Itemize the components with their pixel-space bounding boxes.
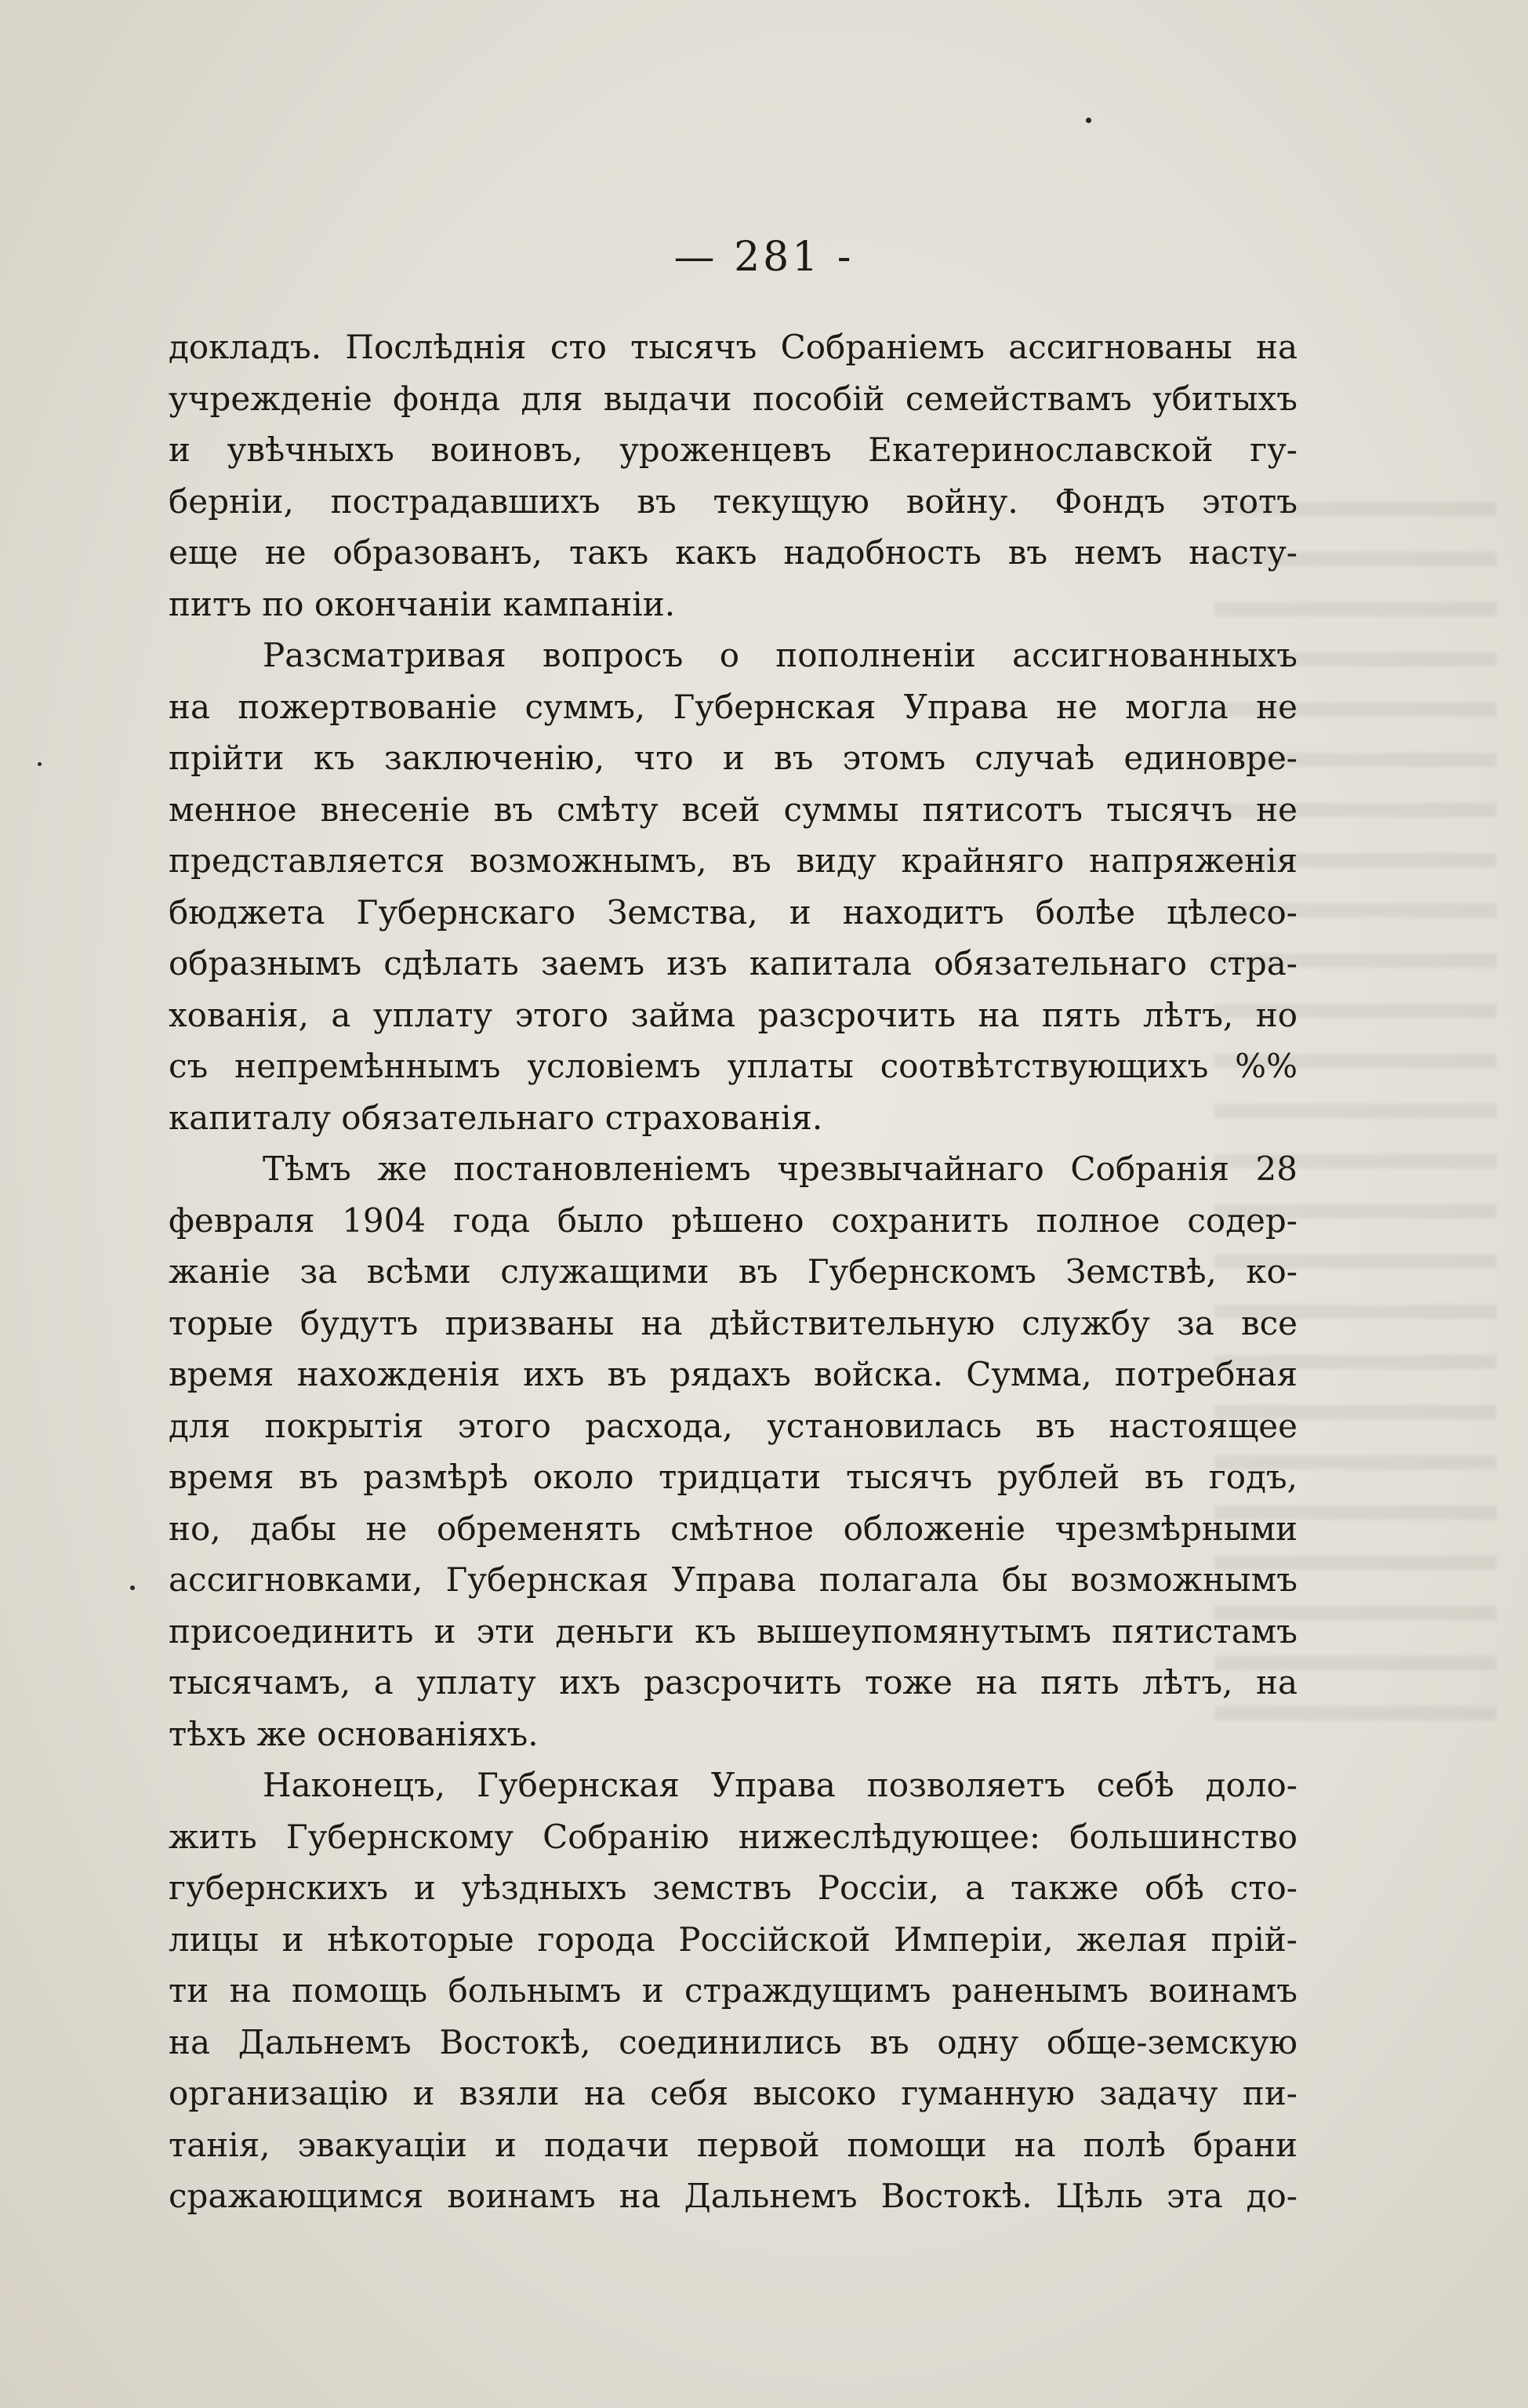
text-line: тысячамъ, а уплату ихъ разсрочить тоже на пять лѣтъ, на bbox=[169, 1663, 1298, 1702]
text-line: но, дабы не обременять смѣтное обложеніе чрезмѣрными bbox=[169, 1509, 1298, 1548]
text-line: съ непремѣннымъ условіемъ уплаты соотвѣтствующихъ %% bbox=[169, 1047, 1298, 1085]
text-line: на Дальнемъ Востокѣ, соединились въ одну обще-земскую bbox=[169, 2022, 1298, 2061]
text-line: менное внесеніе въ смѣту всей суммы пятисотъ тысячъ не bbox=[169, 790, 1298, 829]
text-line: время нахожденія ихъ въ рядахъ войска. Сумма, потребная bbox=[169, 1355, 1298, 1393]
text-line: Разсматривая вопросъ о пополненіи ассигнованныхъ bbox=[263, 636, 1298, 674]
text-line: присоединить и эти деньги къ вышеупомянутымъ пятистамъ bbox=[169, 1611, 1298, 1651]
paragraph bbox=[169, 1760, 1298, 2222]
ink-speck bbox=[1086, 118, 1091, 123]
text-line: для покрытія этого расхода, установилась въ настоящее bbox=[169, 1406, 1298, 1445]
body-text bbox=[169, 321, 1298, 2222]
text-line: Наконецъ, Губернская Управа позволяетъ себѣ доло- bbox=[263, 1766, 1298, 1804]
text-line: питъ по окончаніи кампаніи. bbox=[169, 584, 676, 623]
paragraph bbox=[169, 321, 1298, 630]
ink-speck bbox=[38, 762, 42, 766]
text-line: ти на помощь больнымъ и страждущимъ раненымъ воинамъ bbox=[169, 1971, 1298, 2010]
text-line: лицы и нѣкоторые города Россійской Имперіи, желая прій- bbox=[169, 1919, 1298, 1959]
text-line: тѣхъ же основаніяхъ. bbox=[169, 1714, 539, 1753]
text-line: хованія, а уплату этого займа разсрочить на пять лѣтъ, но bbox=[169, 995, 1298, 1034]
text-line: жаніе за всѣми служащими въ Губернскомъ Земствѣ, ко- bbox=[169, 1252, 1298, 1291]
text-line: февраля 1904 года было рѣшено сохранить полное содер- bbox=[169, 1200, 1298, 1240]
text-line: образнымъ сдѣлать заемъ изъ капитала обязательнаго стра- bbox=[169, 944, 1298, 982]
text-line: прійти къ заключенію, что и въ этомъ случаѣ единовре- bbox=[169, 739, 1298, 777]
text-line: торые будутъ призваны на дѣйствительную службу за все bbox=[169, 1303, 1298, 1342]
ink-speck bbox=[130, 1585, 135, 1590]
text-line: бюджета Губернскаго Земства, и находитъ болѣе цѣлесо- bbox=[169, 892, 1298, 932]
text-line: танія, эвакуаціи и подачи первой помощи на полѣ брани bbox=[169, 2125, 1298, 2164]
paragraph bbox=[169, 630, 1298, 1143]
text-line: берніи, пострадавшихъ въ текущую войну. Фондъ этотъ bbox=[169, 481, 1298, 521]
text-line: время въ размѣрѣ около тридцати тысячъ рублей въ годъ, bbox=[169, 1458, 1298, 1496]
text-line: представляется возможнымъ, въ виду крайняго напряженія bbox=[169, 841, 1298, 880]
text-line: сражающимся воинамъ на Дальнемъ Востокѣ. Цѣль эта до- bbox=[169, 2177, 1298, 2215]
text-line: губернскихъ и уѣздныхъ земствъ Россіи, а также обѣ сто- bbox=[169, 1869, 1298, 1907]
text-line: докладъ. Послѣднія сто тысячъ Собраніемъ ассигнованы на bbox=[169, 328, 1298, 366]
page-number: — 281 - bbox=[673, 234, 855, 281]
text-line: учрежденіе фонда для выдачи пособій семействамъ убитыхъ bbox=[169, 379, 1298, 418]
text-line: ассигновками, Губернская Управа полагала бы возможнымъ bbox=[169, 1560, 1298, 1599]
text-line: на пожертвованіе суммъ, Губернская Управа не могла не bbox=[169, 687, 1298, 726]
text-line: Тѣмъ же постановленіемъ чрезвычайнаго Собранія 28 bbox=[263, 1150, 1298, 1188]
text-line: капиталу обязательнаго страхованія. bbox=[169, 1098, 823, 1137]
text-line: организацію и взяли на себя высоко гуманную задачу пи- bbox=[169, 2074, 1298, 2112]
text-line: и увѣчныхъ воиновъ, уроженцевъ Екатеринославской гу- bbox=[169, 430, 1298, 469]
paragraph bbox=[169, 1143, 1298, 1760]
text-line: жить Губернскому Собранію нижеслѣдующее: большинство bbox=[169, 1817, 1298, 1856]
text-line: еще не образованъ, такъ какъ надобность въ немъ насту- bbox=[169, 533, 1298, 572]
